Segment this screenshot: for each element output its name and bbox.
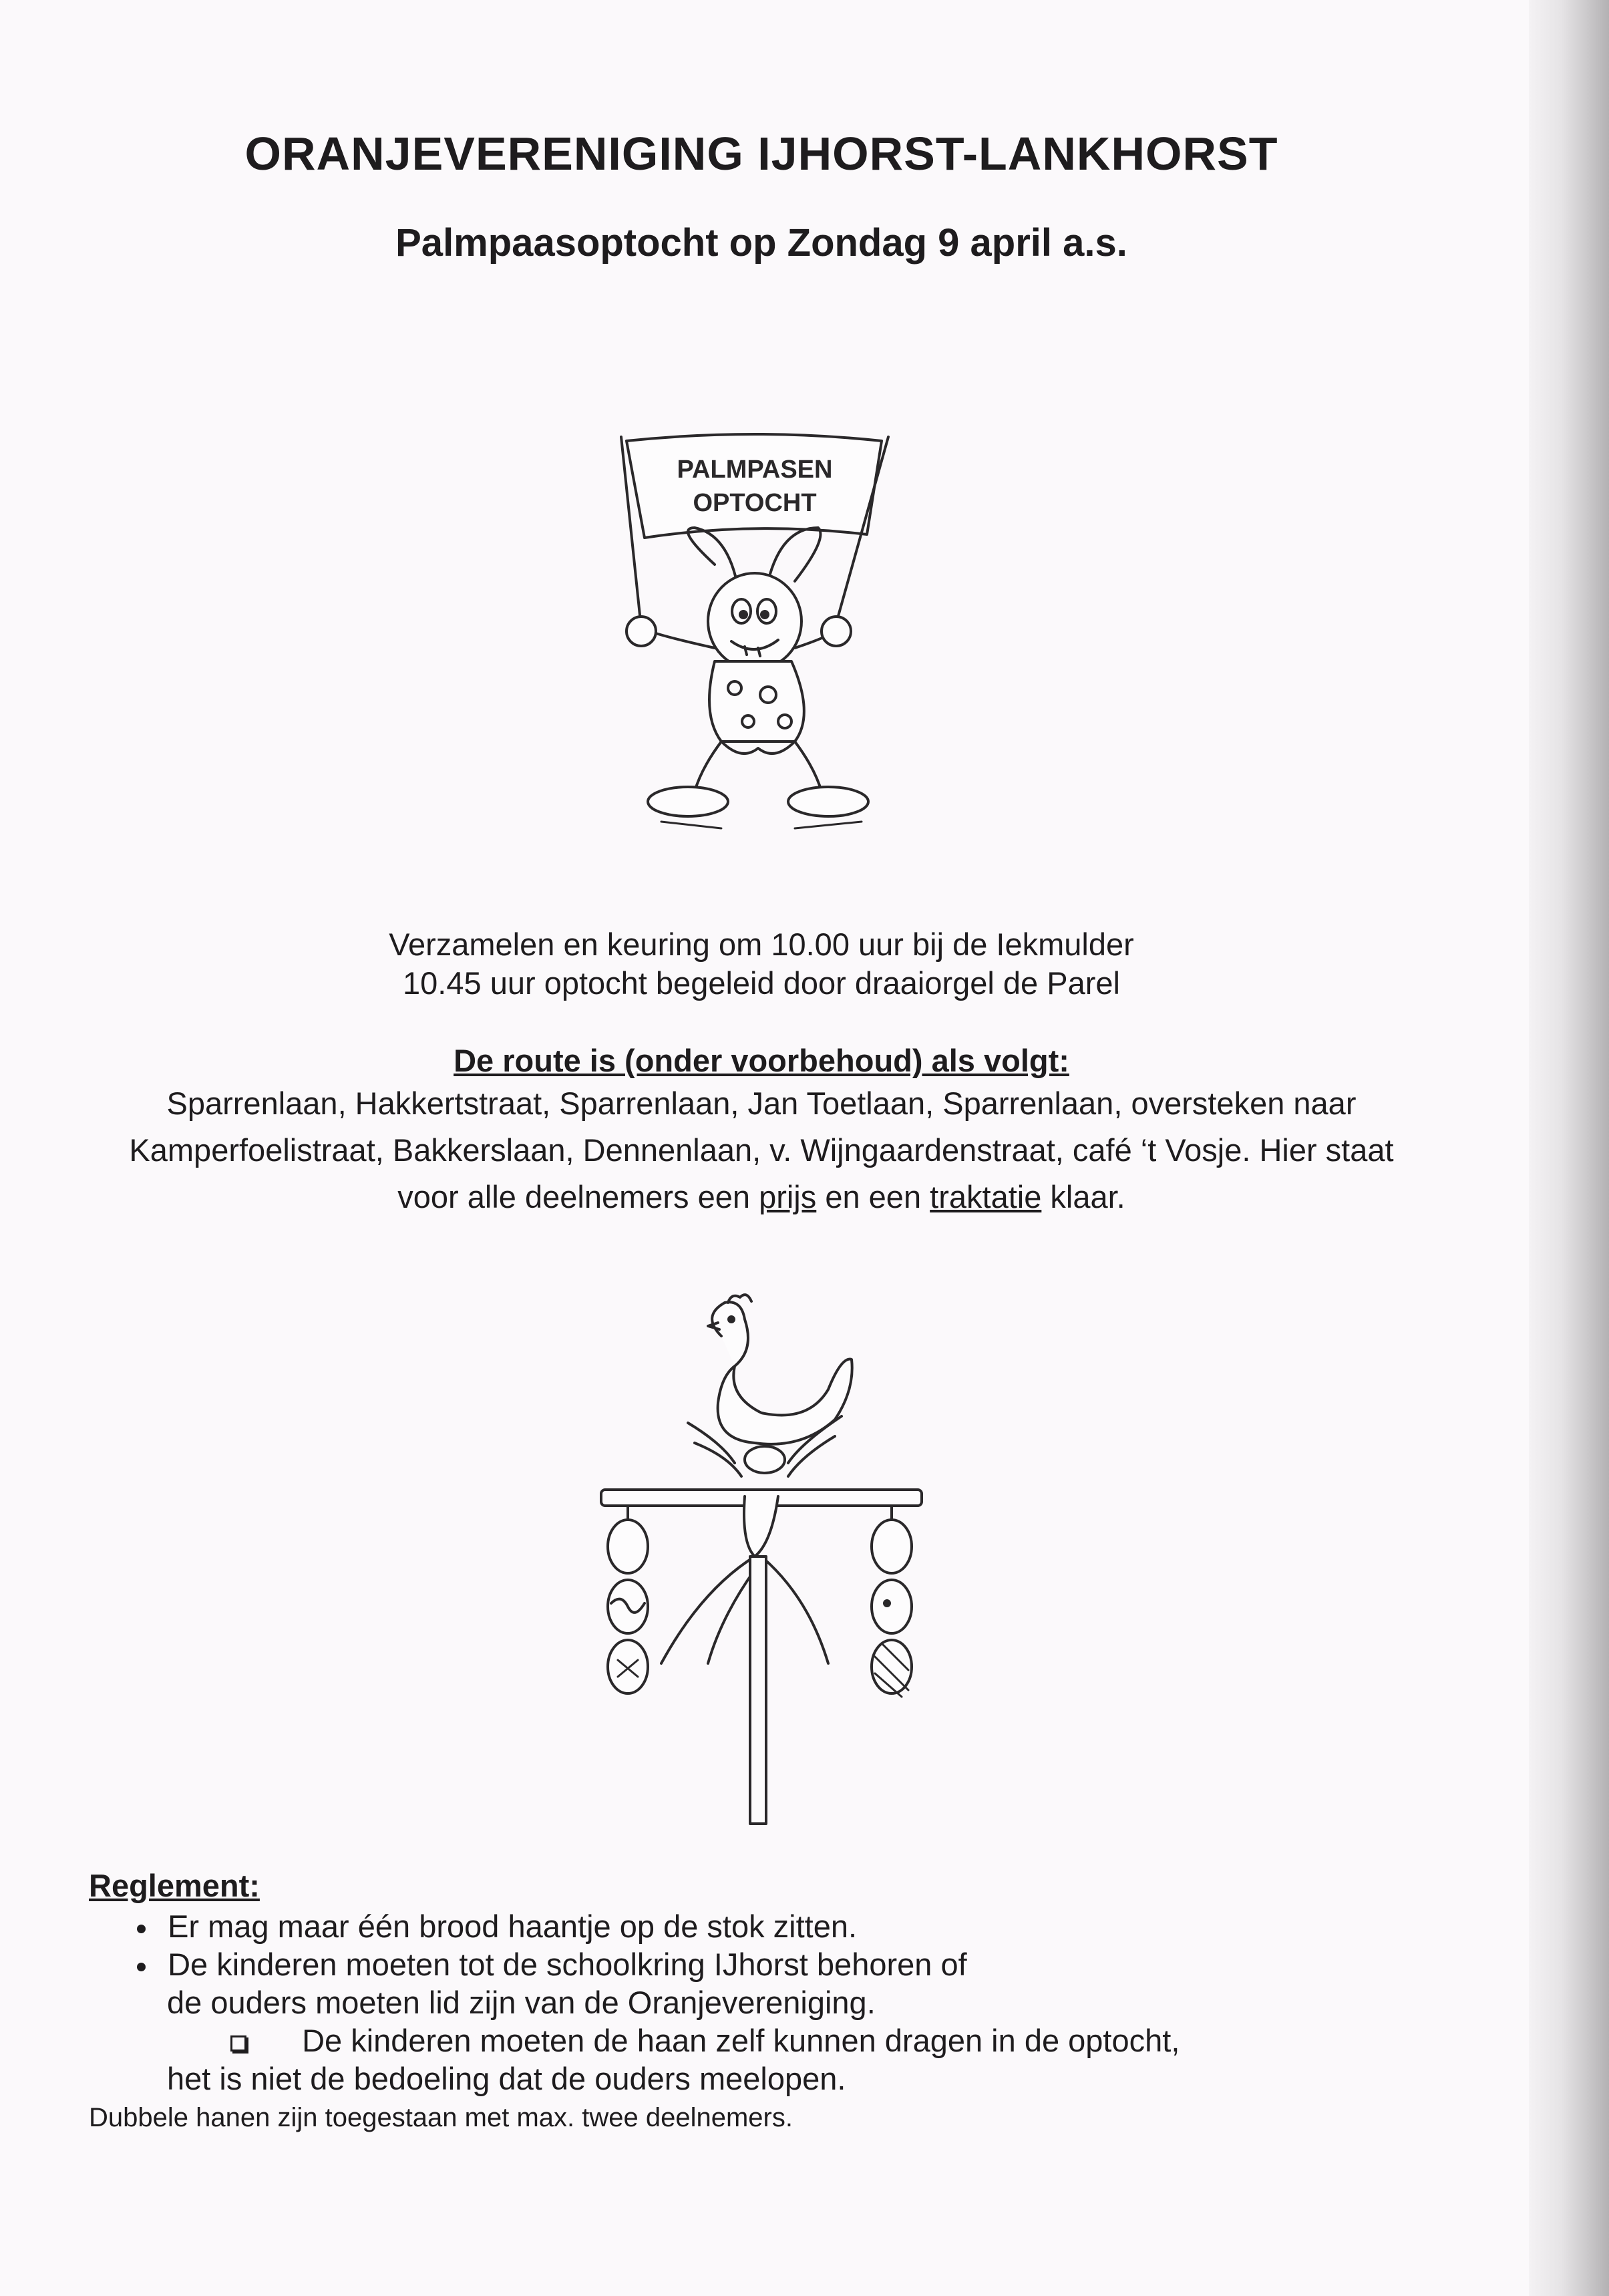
route-streets: Sparrenlaan, Hakkertstraat, Sparrenlaan, Jan Toetlaan, Sparrenlaan, oversteken naar Kamperfoelistraat, Bakkerslaan, Dennenlaan, v. Wijngaardenstraat, café ‘t Vosje. Hier staat voor alle deelnemers een (129, 1086, 1394, 1214)
document-subtitle: Palmpaasoptocht op Zondag 9 april a.s. (395, 221, 1127, 265)
route-middle: en een (825, 1179, 922, 1214)
rule-3 (230, 2021, 1180, 2060)
palmpasen-stick-illustration (588, 1289, 935, 1837)
scan-page-edge (1529, 0, 1609, 2296)
rule-3-text-1: De kinderen moeten de haan zelf kunnen dragen in de optocht, (302, 2023, 1180, 2058)
bullet-icon (137, 1963, 146, 1971)
rule-1 (137, 1907, 857, 1945)
parade-line: 10.45 uur optocht begeleid door draaiorgel de Parel (403, 965, 1120, 1001)
banner-line-2: OPTOCHT (693, 489, 817, 517)
bullet-icon (137, 1925, 146, 1933)
banner-line-1: PALMPASEN (677, 456, 833, 484)
bunny-banner-illustration (614, 428, 895, 842)
checkbox-bullet-icon (230, 2035, 246, 2052)
rule-1-text: Er mag maar één brood haantje op de stok zitten. (168, 1909, 858, 1944)
rule-2-text-2: de ouders moeten lid zijn van de Oranjevereniging. (167, 1985, 876, 2020)
rule-3-text-2: het is niet de bedoeling dat de ouders meelopen. (167, 2061, 846, 2096)
rule-2 (137, 1945, 967, 1983)
gathering-info (0, 925, 1523, 1003)
rule-2-text-1: De kinderen moeten tot de schoolkring IJhorst behoren of (168, 1947, 967, 1982)
route-heading: De route is (onder voorbehoud) als volgt: (454, 1043, 1069, 1078)
gathering-line: Verzamelen en keuring om 10.00 uur bij de Iekmulder (389, 927, 1134, 962)
double-rooster-note: Dubbele hanen zijn toegestaan met max. twee deelnemers. (89, 2103, 793, 2132)
document-title: ORANJEVERENIGING IJHORST-LANKHORST (244, 128, 1278, 180)
treat-word: traktatie (930, 1179, 1042, 1214)
route-end: klaar. (1050, 1179, 1125, 1214)
reglement-heading: Reglement: (89, 1868, 260, 1903)
prize-word: prijs (759, 1179, 817, 1214)
route-description (100, 1080, 1423, 1220)
